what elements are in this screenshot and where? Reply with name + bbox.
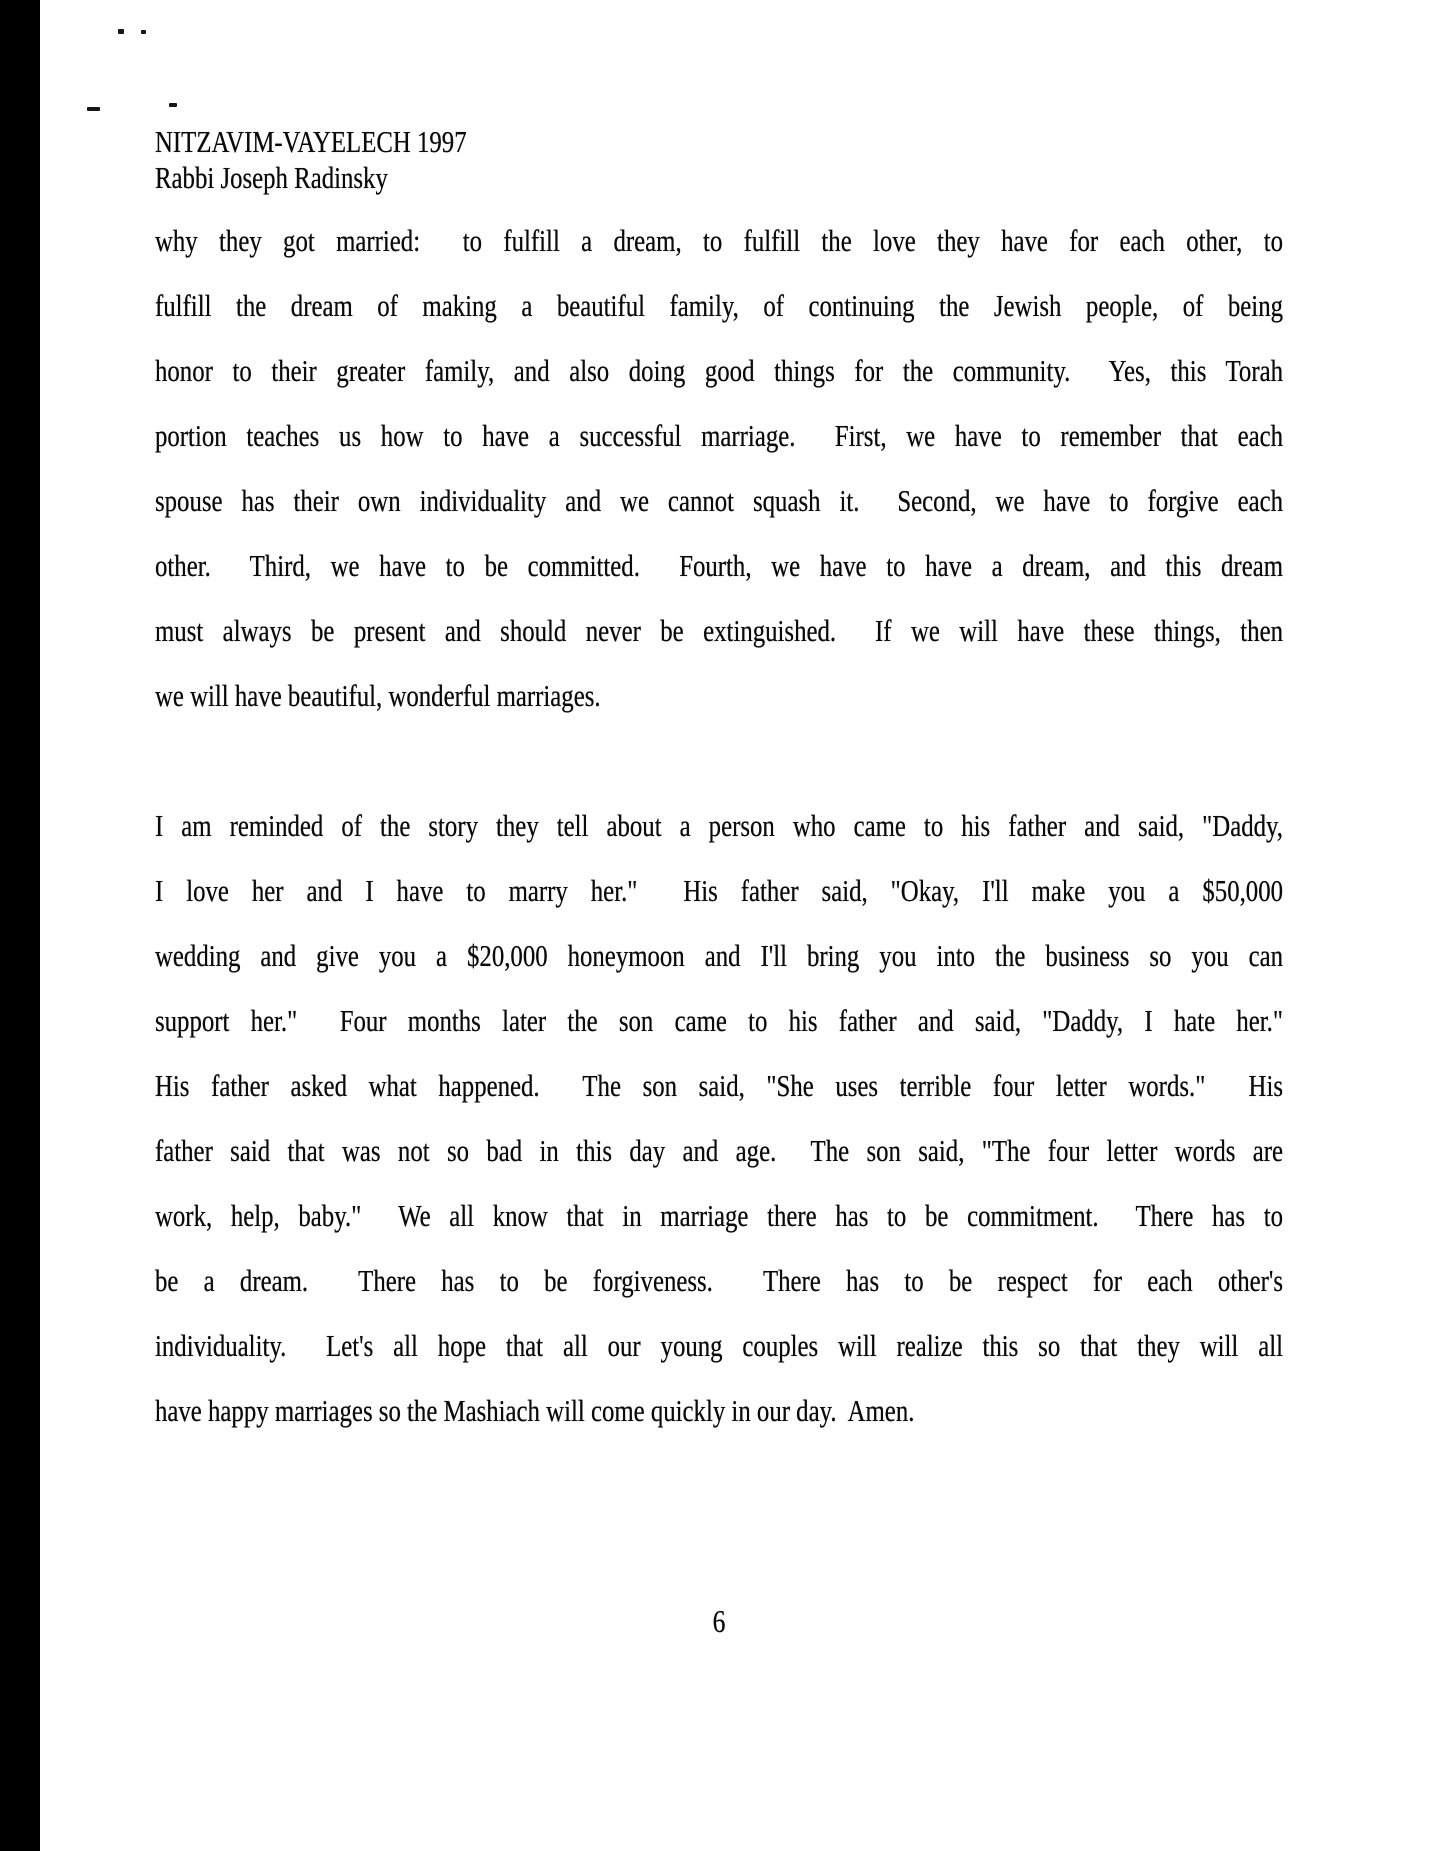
scan-speck [118,29,124,34]
text-line: work, help, baby." We all know that in marriage there has to be commitment. There has to [155,1198,1283,1233]
scan-edge-bar [0,0,40,1851]
text-line: wedding and give you a $20,000 honeymoon and I'll bring you into the business so you can [155,938,1283,973]
document-body [155,223,1283,1458]
text-line: I am reminded of the story they tell about a person who came to his father and said, "Daddy, [155,808,1283,843]
document-sheet [155,0,1283,1639]
text-line: other. Third, we have to be committed. Fourth, we have to have a dream, and this dream [155,548,1283,583]
text-line: individuality. Let's all hope that all our young couples will realize this so that they will all [155,1328,1283,1363]
document-title: NITZAVIM-VAYELECH 1997 [155,124,467,159]
paragraph [155,223,1283,743]
text-line: fulfill the dream of making a beautiful family, of continuing the Jewish people, of being [155,288,1283,323]
text-line: must always be present and should never be extinguished. If we will have these things, then [155,613,1283,648]
text-line: portion teaches us how to have a successful marriage. First, we have to remember that each [155,418,1283,453]
document-header [155,124,1283,196]
text-line: we will have beautiful, wonderful marriages. [155,678,601,713]
scan-speck [87,107,100,111]
text-line: spouse has their own individuality and we cannot squash it. Second, we have to forgive each [155,483,1283,518]
text-line: why they got married: to fulfill a dream, to fulfill the love they have for each other, to [155,223,1283,258]
text-line: support her." Four months later the son came to his father and said, "Daddy, I hate her." [155,1003,1283,1038]
text-line: father said that was not so bad in this day and age. The son said, "The four letter words are [155,1133,1283,1168]
page-number: 6 [712,1603,726,1639]
text-line: be a dream. There has to be forgiveness. There has to be respect for each other's [155,1263,1283,1298]
text-line: His father asked what happened. The son said, "She uses terrible four letter words." His [155,1068,1283,1103]
paragraph [155,808,1283,1458]
document-author: Rabbi Joseph Radinsky [155,160,388,195]
text-line: honor to their greater family, and also doing good things for the community. Yes, this Torah [155,353,1283,388]
scan-speck [141,30,146,34]
text-line: have happy marriages so the Mashiach will come quickly in our day. Amen. [155,1393,915,1428]
text-line: I love her and I have to marry her." His father said, "Okay, I'll make you a $50,000 [155,873,1283,908]
